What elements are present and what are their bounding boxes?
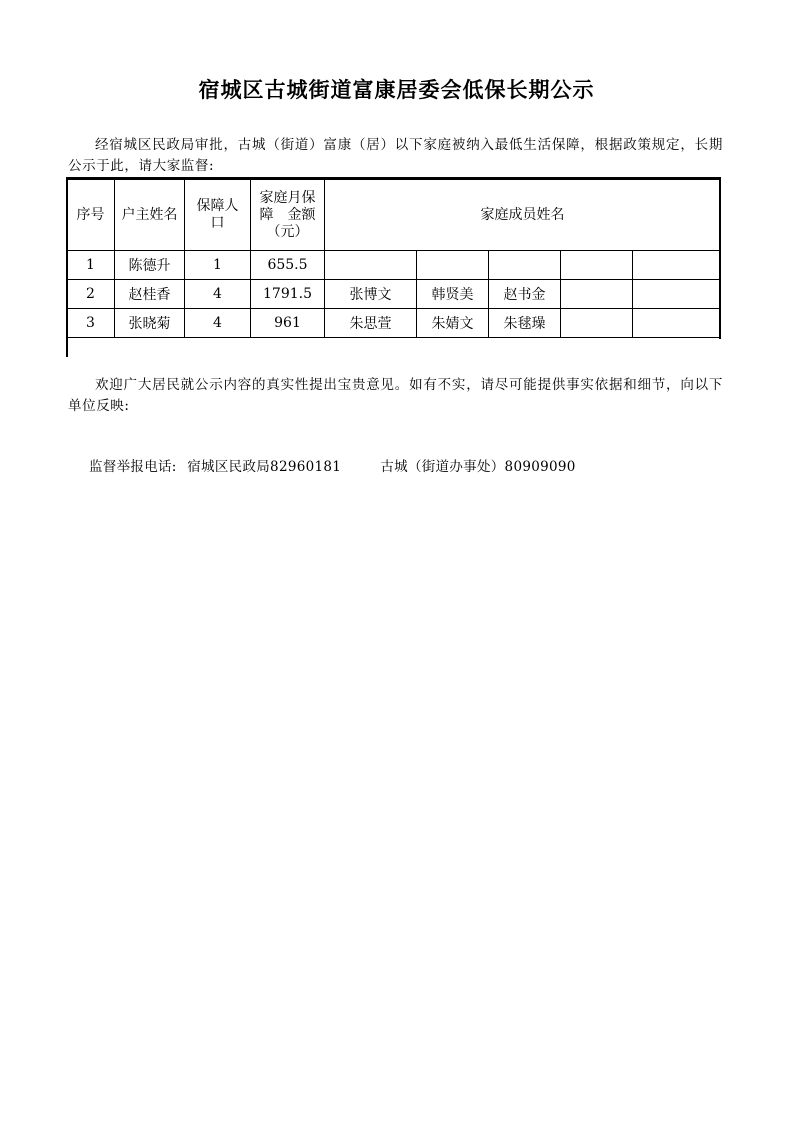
cell-member: 赵书金 bbox=[489, 280, 561, 309]
table-row bbox=[67, 251, 721, 280]
cell-covered: 4 bbox=[185, 309, 251, 338]
cell-index: 1 bbox=[67, 251, 115, 280]
cell-member bbox=[561, 251, 633, 280]
cell-member bbox=[417, 251, 489, 280]
header-index: 序号 bbox=[67, 179, 115, 251]
cell-member bbox=[633, 309, 721, 338]
page-title: 宿城区古城街道富康居委会低保长期公示 bbox=[198, 77, 595, 102]
header-householder: 户主姓名 bbox=[115, 179, 185, 251]
cell-member: 张博文 bbox=[325, 280, 417, 309]
contact-office-civil-affairs: 宿城区民政局82960181 bbox=[187, 459, 342, 475]
table-right-border bbox=[719, 177, 721, 339]
header-members: 家庭成员姓名 bbox=[325, 179, 721, 251]
cell-member: 朱婧文 bbox=[417, 309, 489, 338]
table-left-border bbox=[66, 177, 68, 339]
cell-householder: 陈德升 bbox=[115, 251, 185, 280]
cell-amount: 1791.5 bbox=[251, 280, 325, 309]
table-row bbox=[67, 309, 721, 338]
cell-member bbox=[561, 309, 633, 338]
assistance-table bbox=[66, 178, 721, 338]
cell-member: 朱毬璪 bbox=[489, 309, 561, 338]
cell-member: 韩贤美 bbox=[417, 280, 489, 309]
welcome-paragraph: 欢迎广大居民就公示内容的真实性提出宝贵意见。如有不实，请尽可能提供事实依据和细节，向以下单位反映: bbox=[68, 377, 723, 414]
cell-index: 2 bbox=[67, 280, 115, 309]
cell-householder: 赵桂香 bbox=[115, 280, 185, 309]
cell-amount: 655.5 bbox=[251, 251, 325, 280]
header-covered: 保障人口 bbox=[185, 179, 251, 251]
contact-line bbox=[89, 455, 576, 475]
cell-covered: 1 bbox=[185, 251, 251, 280]
table-header-row bbox=[67, 179, 721, 251]
cell-member bbox=[325, 251, 417, 280]
cell-member bbox=[633, 280, 721, 309]
header-amount: 家庭月保障 金额（元） bbox=[251, 179, 325, 251]
table-top-border bbox=[66, 177, 721, 179]
intro-paragraph: 经宿城区民政局审批，古城（街道）富康（居）以下家庭被纳入最低生活保障，根据政策规定，长期公示于此，请大家监督: bbox=[68, 137, 723, 174]
contact-label: 监督举报电话: bbox=[89, 459, 177, 475]
contact-office-subdistrict: 古城（街道办事处）80909090 bbox=[380, 459, 576, 475]
cell-index: 3 bbox=[67, 309, 115, 338]
cell-member: 朱思萱 bbox=[325, 309, 417, 338]
table-row bbox=[67, 280, 721, 309]
table-left-stub bbox=[66, 339, 68, 357]
cell-member bbox=[489, 251, 561, 280]
cell-member bbox=[633, 251, 721, 280]
cell-householder: 张晓菊 bbox=[115, 309, 185, 338]
cell-amount: 961 bbox=[251, 309, 325, 338]
cell-member bbox=[561, 280, 633, 309]
cell-covered: 4 bbox=[185, 280, 251, 309]
